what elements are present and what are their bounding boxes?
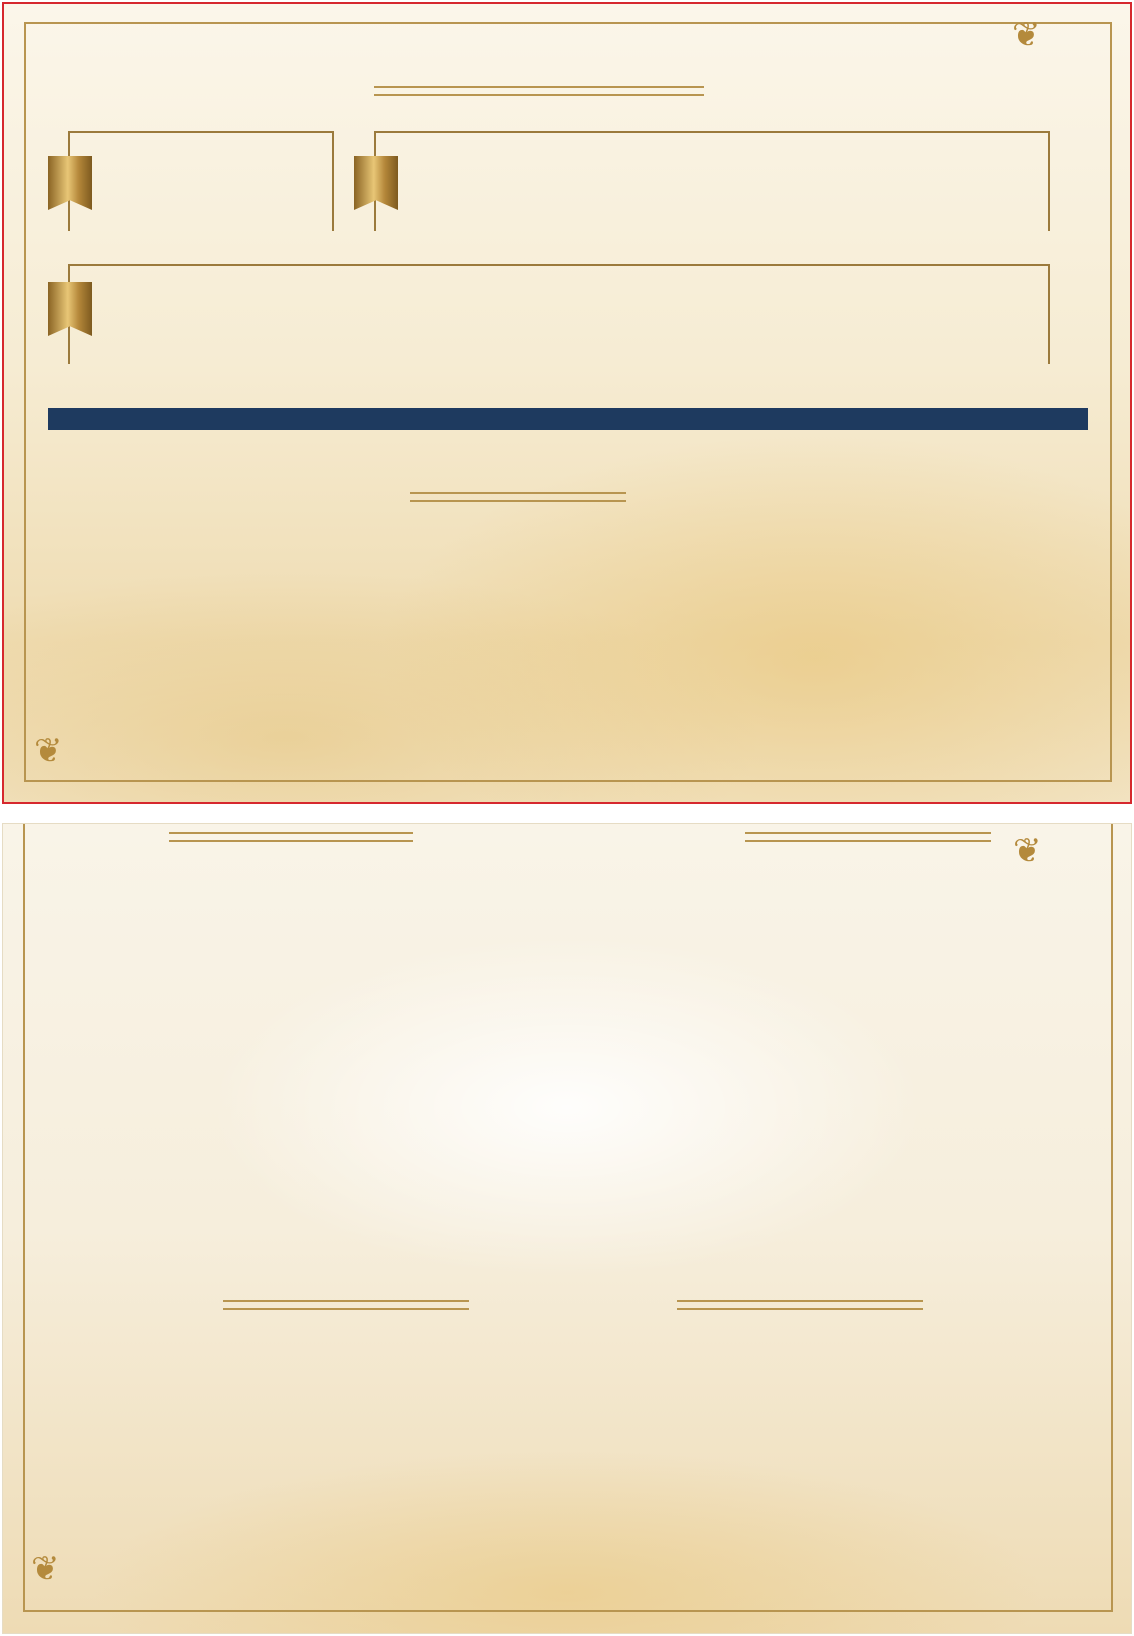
ornament-top-right: ❦ — [1012, 15, 1041, 55]
website-info-link[interactable] — [48, 408, 1088, 430]
area-2-frame — [374, 131, 1050, 231]
ornament-bottom-left: ❦ — [34, 731, 63, 771]
section-heading-empowering-bottom — [677, 1300, 923, 1310]
area-1-frame — [68, 131, 334, 231]
ornament-bottom-left-bottom: ❦ — [31, 1549, 60, 1589]
numbers-panel — [2, 823, 1132, 1634]
area-3-frame — [68, 264, 1050, 364]
section-heading-media — [223, 1300, 469, 1310]
section-heading-humanitarian — [745, 832, 991, 842]
areas-subtitle — [374, 86, 704, 96]
section-heading-empowering-top — [410, 492, 626, 502]
section-heading-advocacy — [169, 832, 413, 842]
ornament-top-right-bottom: ❦ — [1013, 831, 1042, 871]
about-panel — [2, 2, 1132, 804]
panel-frame-bottom — [23, 823, 1113, 1612]
